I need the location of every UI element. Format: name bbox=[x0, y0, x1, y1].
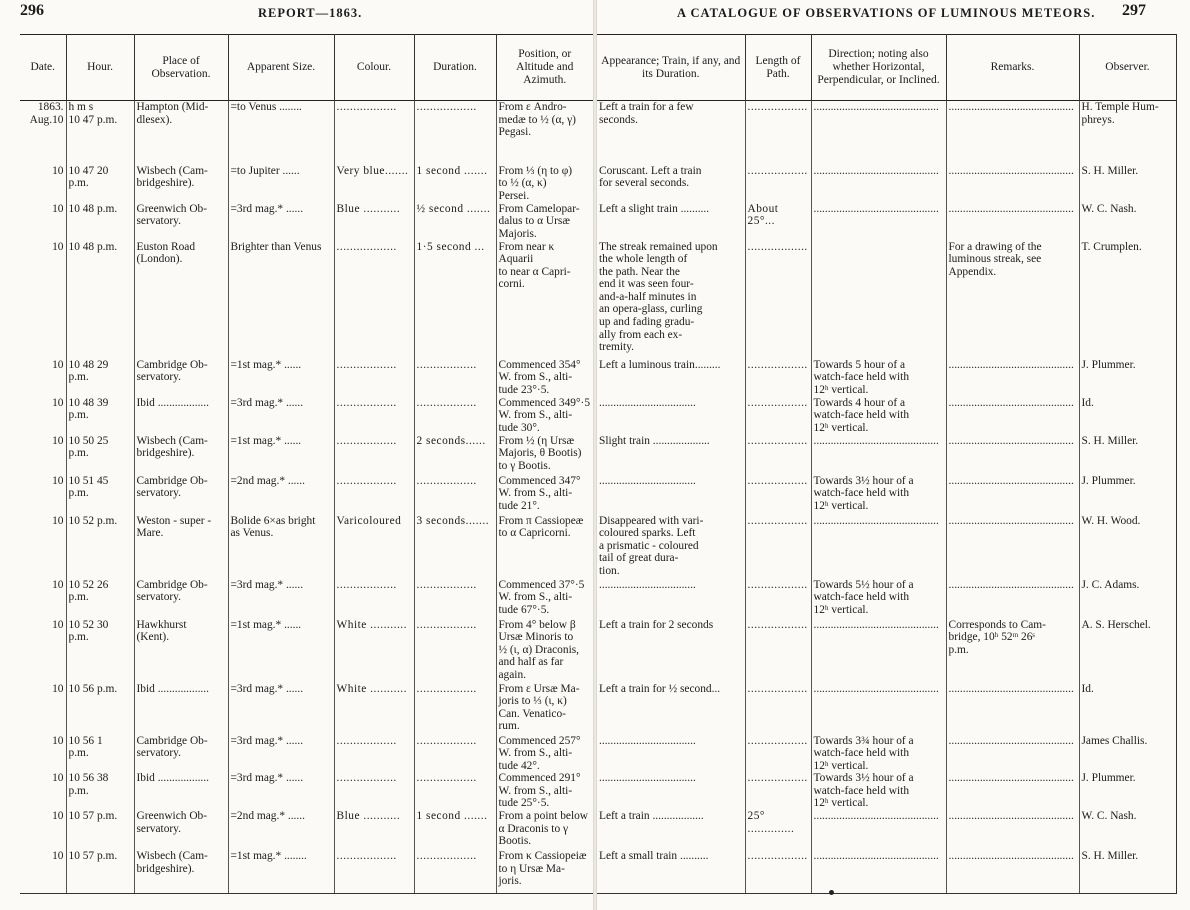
appearance-cell: .................................. bbox=[599, 772, 696, 785]
table-row bbox=[20, 772, 593, 810]
page-number-left: 296 bbox=[20, 2, 44, 19]
date-cell: 10 bbox=[52, 434, 64, 447]
header-row-right bbox=[597, 35, 1176, 101]
observer-cell: W. C. Nash. bbox=[1079, 203, 1176, 241]
appearance-cell: .................................. bbox=[599, 578, 696, 591]
hour-cell: 10 47 20 p.m. bbox=[66, 165, 134, 203]
place-cell: Cambridge Ob- servatory. bbox=[134, 579, 228, 619]
direction-cell: Towards 3¾ hour of a watch-face held with 12ʰ vertical. bbox=[811, 735, 946, 773]
table-row bbox=[20, 619, 593, 683]
appearance-cell: .................................. bbox=[599, 396, 696, 409]
direction-cell: Towards 3½ hour of a watch-face held with 12ʰ vertical. bbox=[811, 772, 946, 810]
table-row bbox=[20, 683, 593, 735]
direction-cell: ............................................ bbox=[811, 683, 946, 735]
hour-cell: 10 48 29 p.m. bbox=[66, 359, 134, 397]
duration-cell: .................. bbox=[414, 619, 496, 683]
direction-cell: ............................................ bbox=[811, 515, 946, 579]
duration-cell: 3 seconds....... bbox=[414, 515, 496, 579]
direction-cell: ............................................ bbox=[811, 101, 946, 165]
remarks-cell: ............................................ bbox=[946, 101, 1079, 165]
length-cell: About 25°... bbox=[745, 203, 811, 241]
length-cell: .................. bbox=[745, 241, 811, 359]
duration-cell: .................. bbox=[414, 772, 496, 810]
table-row bbox=[597, 810, 1176, 850]
hour-cell: 10 57 p.m. bbox=[66, 850, 134, 894]
colour-cell: .................. bbox=[334, 241, 414, 359]
length-cell: .................. bbox=[745, 772, 811, 810]
length-cell: .................. bbox=[745, 579, 811, 619]
table-row bbox=[597, 101, 1176, 165]
table-row bbox=[597, 683, 1176, 735]
colour-cell: .................. bbox=[334, 101, 414, 165]
remarks-cell: ............................................ bbox=[946, 579, 1079, 619]
hour-cell: 10 50 25 p.m. bbox=[66, 435, 134, 475]
left-table-body bbox=[20, 101, 593, 895]
colour-cell: .................. bbox=[334, 397, 414, 435]
size-cell: =1st mag.* ........ bbox=[228, 850, 334, 894]
position-cell: From π Cassiopeæ to α Capricorni. bbox=[496, 515, 593, 579]
page-number-right: 297 bbox=[1122, 2, 1146, 19]
observer-cell: S. H. Miller. bbox=[1079, 165, 1176, 203]
size-cell: Brighter than Venus bbox=[228, 241, 334, 359]
table-row bbox=[20, 515, 593, 579]
appearance-cell: Left a train for a few seconds. bbox=[599, 101, 694, 126]
date-cell: 10 bbox=[52, 578, 64, 591]
position-cell: From near κ Aquarii to near α Capri- corni. bbox=[496, 241, 593, 359]
appearance-cell: Left a slight train .......... bbox=[599, 202, 710, 215]
colour-cell: White ........... bbox=[334, 619, 414, 683]
observer-cell: S. H. Miller. bbox=[1079, 435, 1176, 475]
length-cell: .................. bbox=[745, 683, 811, 735]
table-row bbox=[20, 203, 593, 241]
observer-cell: J. Plummer. bbox=[1079, 475, 1176, 515]
table-row bbox=[20, 475, 593, 515]
length-cell: .................. bbox=[745, 165, 811, 203]
remarks-cell: ............................................ bbox=[946, 359, 1079, 397]
table-row bbox=[20, 579, 593, 619]
remarks-cell: ............................................ bbox=[946, 515, 1079, 579]
appearance-cell: Left a luminous train......... bbox=[599, 358, 721, 371]
position-cell: From a point below α Draconis to γ Bootis. bbox=[496, 810, 593, 850]
place-cell: Weston - super - Mare. bbox=[134, 515, 228, 579]
length-cell: .................. bbox=[745, 850, 811, 894]
table-row bbox=[20, 101, 593, 165]
size-cell: =2nd mag.* ...... bbox=[228, 475, 334, 515]
direction-cell: ............................................ bbox=[811, 619, 946, 683]
col-date: Date. bbox=[30, 61, 56, 73]
hour-cell bbox=[66, 101, 134, 165]
position-cell: From ε Andro- medæ to ½ (α, γ) Pegasi. bbox=[496, 101, 593, 165]
duration-cell: 1·5 second ... bbox=[414, 241, 496, 359]
remarks-cell: ............................................ bbox=[946, 850, 1079, 894]
direction-cell: ............................................ bbox=[811, 203, 946, 241]
duration-cell: ½ second ....... bbox=[414, 203, 496, 241]
col-length: Length of Path. bbox=[745, 35, 811, 101]
duration-cell: .................. bbox=[414, 735, 496, 773]
table-row bbox=[20, 435, 593, 475]
date-cell: 10 bbox=[52, 474, 64, 487]
size-cell: =to Jupiter ...... bbox=[228, 165, 334, 203]
size-cell: =3rd mag.* ...... bbox=[228, 397, 334, 435]
duration-cell: .................. bbox=[414, 475, 496, 515]
length-cell: .................. bbox=[745, 101, 811, 165]
duration-cell: .................. bbox=[414, 359, 496, 397]
length-cell: .................. bbox=[745, 735, 811, 773]
position-cell: Commenced 354° W. from S., alti- tude 23°·5. bbox=[496, 359, 593, 397]
observer-cell: James Challis. bbox=[1079, 735, 1176, 773]
duration-cell: .................. bbox=[414, 683, 496, 735]
place-cell: Ibid .................. bbox=[134, 772, 228, 810]
remarks-cell: Corresponds to Cam- bridge, 10ʰ 52ᵐ 26ˢ p.m. bbox=[946, 619, 1079, 683]
observer-cell: T. Crumplen. bbox=[1079, 241, 1176, 359]
bottom-rule-right bbox=[597, 893, 1176, 894]
length-cell: .................. bbox=[745, 435, 811, 475]
ink-speck bbox=[829, 890, 834, 895]
appearance-cell: .................................. bbox=[599, 474, 696, 487]
hour-cell: 10 52 30 p.m. bbox=[66, 619, 134, 683]
table-row bbox=[20, 165, 593, 203]
position-cell: Commenced 347° W. from S., alti- tude 21°. bbox=[496, 475, 593, 515]
appearance-cell: Left a train .................. bbox=[599, 810, 704, 823]
observer-cell: H. Temple Hum- phreys. bbox=[1079, 101, 1176, 165]
date-cell: 10 bbox=[52, 164, 64, 177]
place-cell: Hawkhurst (Kent). bbox=[134, 619, 228, 683]
table-row bbox=[597, 515, 1176, 579]
duration-cell: .................. bbox=[414, 579, 496, 619]
position-cell: From ½ (η Ursæ Majoris, θ Bootis) to γ Bootis. bbox=[496, 435, 593, 475]
date-cell: 10 bbox=[52, 240, 64, 253]
appearance-cell: Disappeared with vari- coloured sparks. Left a prismatic - coloured tail of great dura- tion. bbox=[599, 514, 704, 577]
hour-cell: 10 48 p.m. bbox=[66, 203, 134, 241]
table-row bbox=[597, 203, 1176, 241]
place-cell: Wisbech (Cam- bridgeshire). bbox=[134, 165, 228, 203]
hour-cell: 10 48 39 p.m. bbox=[66, 397, 134, 435]
table-row bbox=[597, 619, 1176, 683]
length-cell: .................. bbox=[745, 359, 811, 397]
place-cell: Cambridge Ob- servatory. bbox=[134, 735, 228, 773]
direction-cell: ............................................ bbox=[811, 165, 946, 203]
date-cell: 10 bbox=[52, 396, 64, 409]
place-cell: Wisbech (Cam- bridgeshire). bbox=[134, 850, 228, 894]
col-direction: Direction; noting also whether Horizontal, Perpendicular, or Inclined. bbox=[811, 35, 946, 101]
table-row bbox=[597, 772, 1176, 810]
position-cell: From κ Cassiopeiæ to η Ursæ Ma- joris. bbox=[496, 850, 593, 894]
length-cell: .................. bbox=[745, 619, 811, 683]
running-title-right: A CATALOGUE OF OBSERVATIONS OF LUMINOUS METEORS. bbox=[677, 6, 1096, 20]
observer-cell: W. C. Nash. bbox=[1079, 810, 1176, 850]
position-cell: Commenced 291° W. from S., alti- tude 25°·5. bbox=[496, 772, 593, 810]
date-cell: 10 bbox=[52, 618, 64, 631]
right-table-body bbox=[597, 101, 1176, 895]
duration-cell: 1 second ....... bbox=[414, 810, 496, 850]
hour-value: 10 47 p.m. bbox=[68, 113, 118, 126]
observer-cell: J. Plummer. bbox=[1079, 772, 1176, 810]
table-row bbox=[20, 810, 593, 850]
position-cell: From ⅓ (η to φ) to ½ (α, κ) Persei. bbox=[496, 165, 593, 203]
colour-cell: .................. bbox=[334, 735, 414, 773]
position-cell: Commenced 349°·5 W. from S., alti- tude 30°. bbox=[496, 397, 593, 435]
colour-cell: Very blue....... bbox=[334, 165, 414, 203]
date-year-cell: 1863. Aug.10 bbox=[29, 101, 64, 126]
table-row bbox=[597, 241, 1176, 359]
place-cell: Cambridge Ob- servatory. bbox=[134, 475, 228, 515]
col-size: Apparent Size. bbox=[228, 35, 334, 101]
hour-cell: 10 56 1 p.m. bbox=[66, 735, 134, 773]
observer-cell: Id. bbox=[1079, 397, 1176, 435]
direction-cell: Towards 5 hour of a watch-face held with 12ʰ vertical. bbox=[811, 359, 946, 397]
observer-cell: S. H. Miller. bbox=[1079, 850, 1176, 894]
remarks-cell: ............................................ bbox=[946, 810, 1079, 850]
date-cell: 10 bbox=[52, 734, 64, 747]
hour-cell: 10 48 p.m. bbox=[66, 241, 134, 359]
observer-cell: J. C. Adams. bbox=[1079, 579, 1176, 619]
size-cell: =to Venus ........ bbox=[228, 101, 334, 165]
colour-cell: .................. bbox=[334, 579, 414, 619]
length-cell: .................. bbox=[745, 475, 811, 515]
remarks-cell: ............................................ bbox=[946, 203, 1079, 241]
appearance-cell: .................................. bbox=[599, 734, 696, 747]
size-cell: =2nd mag.* ...... bbox=[228, 810, 334, 850]
table-row bbox=[597, 435, 1176, 475]
table-row bbox=[597, 579, 1176, 619]
observer-cell: Id. bbox=[1079, 683, 1176, 735]
date-cell: 10 bbox=[52, 810, 64, 823]
remarks-cell: ............................................ bbox=[946, 683, 1079, 735]
appearance-cell: The streak remained upon the whole length of the path. Near the end it was seen four- and-a-half minutes in an opera-glass, curling up and fading gradu- ally from each ex- tremity. bbox=[599, 240, 718, 354]
colour-cell: Varicoloured bbox=[334, 515, 414, 579]
table-row bbox=[597, 165, 1176, 203]
remarks-cell: ............................................ bbox=[946, 165, 1079, 203]
table-row bbox=[20, 241, 593, 359]
place-cell: Cambridge Ob- servatory. bbox=[134, 359, 228, 397]
direction-cell: ............................................ bbox=[811, 810, 946, 850]
running-title-left: REPORT—1863. bbox=[258, 6, 363, 20]
hour-cell: 10 56 p.m. bbox=[66, 683, 134, 735]
col-observer: Observer. bbox=[1079, 35, 1176, 101]
position-cell: From ε Ursæ Ma- joris to ⅓ (ι, κ) Can. Venatico- rum. bbox=[496, 683, 593, 735]
table-row bbox=[20, 397, 593, 435]
table-row bbox=[597, 397, 1176, 435]
colour-cell: White ........... bbox=[334, 683, 414, 735]
direction-cell bbox=[811, 241, 946, 359]
observer-cell: A. S. Herschel. bbox=[1079, 619, 1176, 683]
size-cell: Bolide 6×as bright as Venus. bbox=[228, 515, 334, 579]
place-cell: Ibid .................. bbox=[134, 397, 228, 435]
position-cell: Commenced 37°·5 W. from S., alti- tude 67°·5. bbox=[496, 579, 593, 619]
colour-cell: .................. bbox=[334, 435, 414, 475]
size-cell: =1st mag.* ...... bbox=[228, 435, 334, 475]
duration-cell: 1 second ....... bbox=[414, 165, 496, 203]
direction-cell: ............................................ bbox=[811, 850, 946, 894]
date-cell: 10 bbox=[52, 202, 64, 215]
meteor-table-right bbox=[597, 34, 1177, 894]
position-cell: Commenced 257° W. from S., alti- tude 42°. bbox=[496, 735, 593, 773]
colour-cell: Blue ........... bbox=[334, 810, 414, 850]
place-cell: Greenwich Ob- servatory. bbox=[134, 203, 228, 241]
duration-cell: .................. bbox=[414, 397, 496, 435]
col-position: Position, or Altitude and Azimuth. bbox=[496, 35, 593, 101]
remarks-cell: ............................................ bbox=[946, 397, 1079, 435]
length-cell: .................. bbox=[745, 397, 811, 435]
left-running-head bbox=[0, 2, 593, 24]
direction-cell: Towards 4 hour of a watch-face held with 12ʰ vertical. bbox=[811, 397, 946, 435]
right-page bbox=[597, 0, 1190, 910]
table-row bbox=[597, 850, 1176, 894]
remarks-cell: ............................................ bbox=[946, 772, 1079, 810]
length-cell: .................. bbox=[745, 515, 811, 579]
place-cell: Ibid .................. bbox=[134, 683, 228, 735]
observer-cell: J. Plummer. bbox=[1079, 359, 1176, 397]
size-cell: =3rd mag.* ...... bbox=[228, 735, 334, 773]
size-cell: =3rd mag.* ...... bbox=[228, 683, 334, 735]
length-cell: 25° .............. bbox=[745, 810, 811, 850]
place-cell: Hampton (Mid- dlesex). bbox=[134, 101, 228, 165]
right-running-head bbox=[597, 2, 1190, 24]
colour-cell: .................. bbox=[334, 772, 414, 810]
table-row bbox=[597, 359, 1176, 397]
meteor-table-left bbox=[20, 34, 593, 894]
time-units: h m s bbox=[68, 101, 94, 113]
date-cell: 10 bbox=[52, 850, 64, 863]
remarks-cell: ............................................ bbox=[946, 435, 1079, 475]
direction-cell: Towards 5½ hour of a watch-face held with 12ʰ vertical. bbox=[811, 579, 946, 619]
bottom-rule-left bbox=[20, 893, 593, 894]
appearance-cell: Left a small train .......... bbox=[599, 850, 709, 863]
date-cell: 10 bbox=[52, 772, 64, 785]
hour-cell: 10 51 45 p.m. bbox=[66, 475, 134, 515]
place-cell: Euston Road (London). bbox=[134, 241, 228, 359]
observer-cell: W. H. Wood. bbox=[1079, 515, 1176, 579]
header-row-left bbox=[20, 35, 593, 101]
col-place: Place of Observation. bbox=[134, 35, 228, 101]
date-cell: 10 bbox=[52, 682, 64, 695]
size-cell: =3rd mag.* ...... bbox=[228, 772, 334, 810]
size-cell: =3rd mag.* ...... bbox=[228, 203, 334, 241]
appearance-cell: Left a train for 2 seconds bbox=[599, 618, 714, 631]
appearance-cell: Left a train for ½ second... bbox=[599, 682, 721, 695]
place-cell: Wisbech (Cam- bridgeshire). bbox=[134, 435, 228, 475]
position-cell: From Camelopar- dalus to α Ursæ Majoris. bbox=[496, 203, 593, 241]
remarks-cell: ............................................ bbox=[946, 735, 1079, 773]
size-cell: =1st mag.* ...... bbox=[228, 619, 334, 683]
direction-cell: Towards 3½ hour of a watch-face held with 12ʰ vertical. bbox=[811, 475, 946, 515]
remarks-cell: For a drawing of the luminous streak, see Appendix. bbox=[946, 241, 1079, 359]
duration-cell: .................. bbox=[414, 850, 496, 894]
col-colour: Colour. bbox=[334, 35, 414, 101]
table-row bbox=[597, 735, 1176, 773]
col-duration: Duration. bbox=[414, 35, 496, 101]
size-cell: =1st mag.* ...... bbox=[228, 359, 334, 397]
left-page bbox=[0, 0, 593, 910]
colour-cell: .................. bbox=[334, 359, 414, 397]
remarks-cell: ............................................ bbox=[946, 475, 1079, 515]
colour-cell: .................. bbox=[334, 850, 414, 894]
position-cell: From 4° below β Ursæ Minoris to ½ (ι, α) Draconis, and half as far again. bbox=[496, 619, 593, 683]
col-remarks: Remarks. bbox=[946, 35, 1079, 101]
col-hour: Hour. bbox=[66, 35, 134, 101]
appearance-cell: Coruscant. Left a train for several seconds. bbox=[599, 164, 702, 190]
appearance-cell: Slight train .................... bbox=[599, 434, 710, 447]
direction-cell: ............................................ bbox=[811, 435, 946, 475]
table-row bbox=[597, 475, 1176, 515]
duration-cell: 2 seconds...... bbox=[414, 435, 496, 475]
colour-cell: .................. bbox=[334, 475, 414, 515]
table-row bbox=[20, 735, 593, 773]
date-cell: 10 bbox=[52, 358, 64, 371]
hour-cell: 10 52 p.m. bbox=[66, 515, 134, 579]
hour-cell: 10 52 26 p.m. bbox=[66, 579, 134, 619]
date-cell: 10 bbox=[52, 514, 64, 527]
colour-cell: Blue ........... bbox=[334, 203, 414, 241]
table-row bbox=[20, 359, 593, 397]
hour-cell: 10 56 38 p.m. bbox=[66, 772, 134, 810]
hour-cell: 10 57 p.m. bbox=[66, 810, 134, 850]
place-cell: Greenwich Ob- servatory. bbox=[134, 810, 228, 850]
table-row bbox=[20, 850, 593, 894]
duration-cell: .................. bbox=[414, 101, 496, 165]
size-cell: =3rd mag.* ...... bbox=[228, 579, 334, 619]
col-appearance: Appearance; Train, if any, and its Duration. bbox=[601, 54, 741, 80]
